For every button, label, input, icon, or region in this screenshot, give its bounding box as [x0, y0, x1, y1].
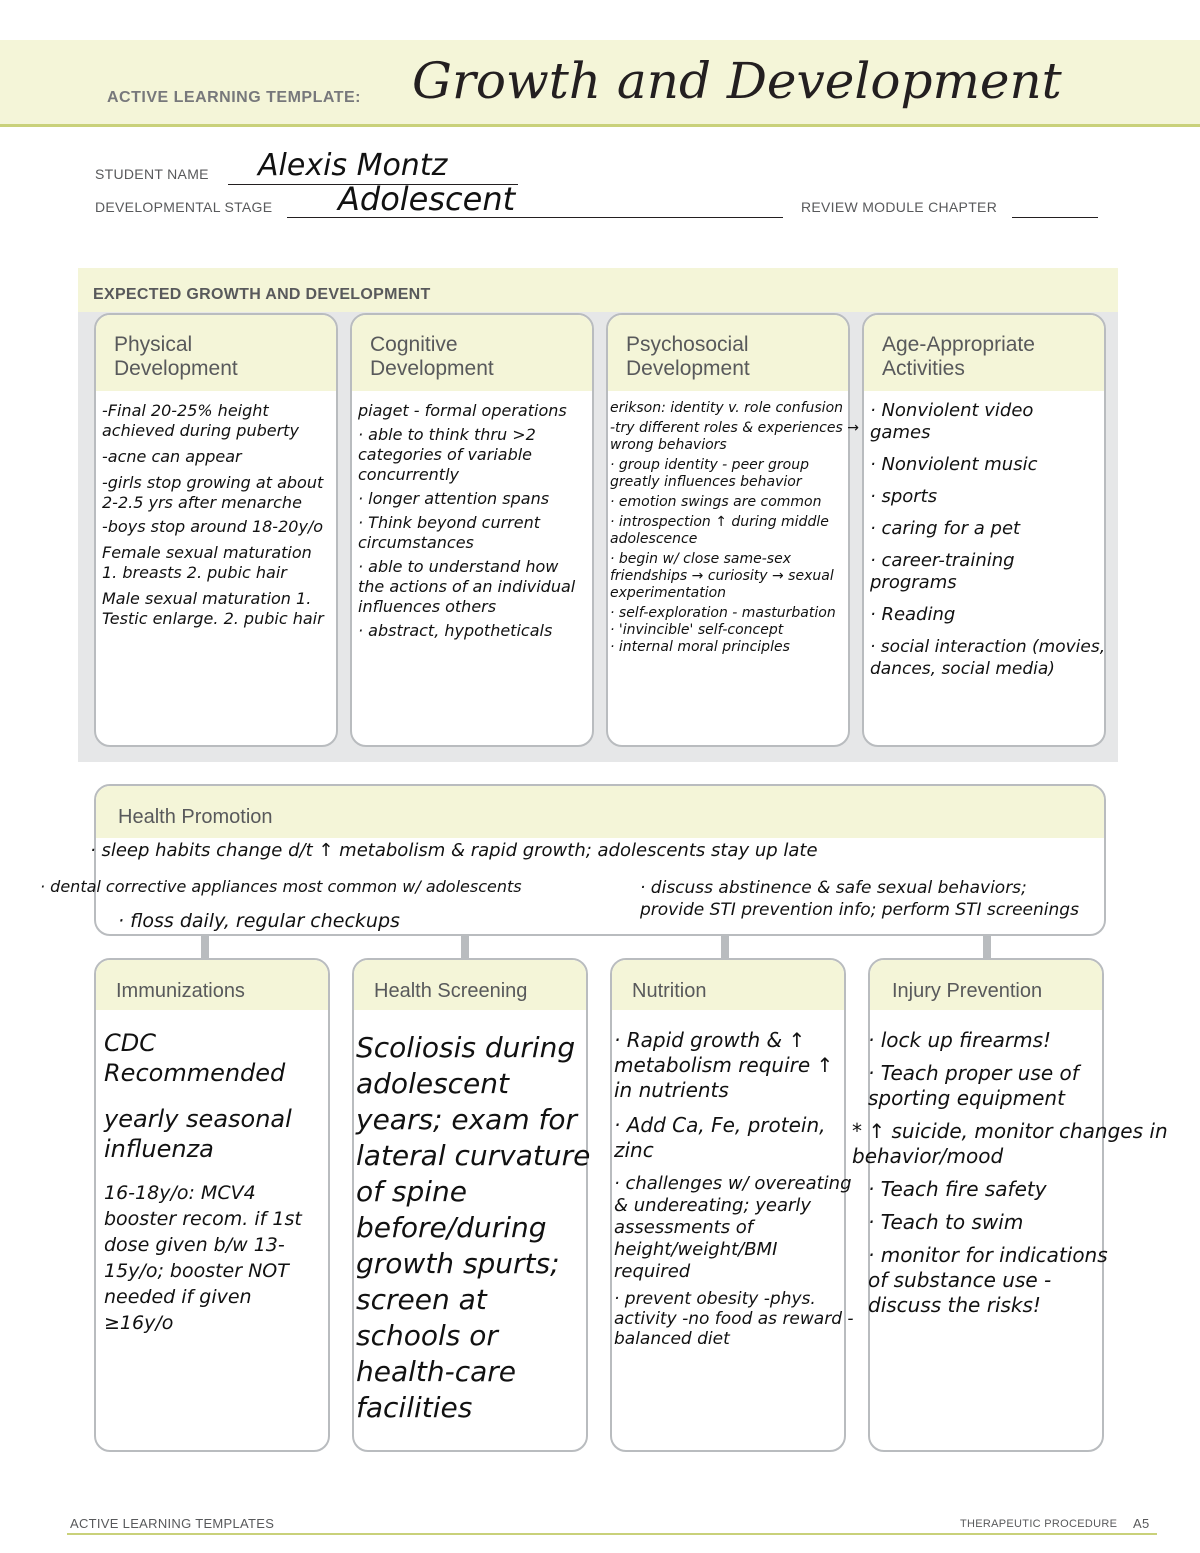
note-line: CDC Recommended	[104, 1029, 286, 1087]
cognitive-notes[interactable]	[352, 391, 592, 641]
physical-notes[interactable]	[96, 391, 336, 629]
card-title-line2: Development	[370, 357, 494, 380]
note-line: * ↑ suicide, monitor changes in behavior/mood	[852, 1119, 1168, 1168]
note-line: -acne can appear	[102, 447, 242, 466]
note-line: · longer attention spans	[358, 489, 550, 508]
page-title: Growth and Development	[412, 52, 1062, 110]
card-title-line1: Psychosocial	[626, 333, 749, 356]
student-name-value[interactable]: Alexis Montz	[258, 148, 448, 183]
developmental-stage-label: DEVELOPMENTAL STAGE	[95, 199, 273, 215]
immunizations-card	[94, 958, 330, 1452]
note-line: yearly seasonal influenza	[104, 1105, 292, 1163]
note-line: · Think beyond current circumstances	[358, 513, 541, 552]
card-header	[864, 315, 1104, 391]
injury-prevention-title: Injury Prevention	[892, 980, 1043, 1002]
developmental-stage-value[interactable]: Adolescent	[338, 180, 516, 218]
immunizations-title: Immunizations	[116, 980, 245, 1002]
note-line: · self-exploration - masturbation	[610, 605, 836, 621]
card-header	[352, 315, 592, 391]
note-line: · Teach to swim	[868, 1210, 1024, 1234]
psychosocial-notes[interactable]	[610, 400, 860, 656]
footer-left: ACTIVE LEARNING TEMPLATES	[70, 1516, 275, 1531]
note-line: · lock up firearms!	[868, 1028, 1052, 1052]
footer-right-label: THERAPEUTIC PROCEDURE	[960, 1518, 1118, 1530]
card-title-line2: Development	[114, 357, 238, 380]
cognitive-development-card	[350, 313, 594, 747]
note-line: · Rapid growth & ↑ metabolism require ↑ in nutrients	[614, 1028, 834, 1102]
header-rule	[0, 124, 1200, 127]
note-line: -try different roles & experiences → wrong behaviors	[610, 420, 859, 453]
nutrition-notes[interactable]	[614, 1028, 854, 1349]
card-header	[96, 960, 328, 1010]
card-header	[612, 960, 844, 1010]
review-module-label: REVIEW MODULE CHAPTER	[801, 199, 998, 215]
immunizations-notes[interactable]	[96, 1010, 328, 1336]
card-title-line1: Cognitive	[370, 333, 458, 356]
physical-development-card	[94, 313, 338, 747]
injury-prevention-notes[interactable]	[852, 1028, 1182, 1318]
note-line: -boys stop around 18-20y/o	[102, 517, 324, 536]
note-line: · Teach proper use of sporting equipment	[868, 1061, 1079, 1110]
note-line: · Teach fire safety	[868, 1177, 1047, 1201]
note-line: · career-training programs	[870, 550, 1015, 593]
card-header	[96, 315, 336, 391]
expected-growth-title: EXPECTED GROWTH AND DEVELOPMENT	[93, 286, 431, 303]
nutrition-title: Nutrition	[632, 980, 707, 1002]
note-line: -Final 20-25% height achieved during puberty	[102, 401, 299, 440]
card-header	[96, 786, 1104, 838]
card-title-line2: Activities	[882, 357, 965, 380]
note-line: 16-18y/o: MCV4 booster recom. if 1st dose given b/w 13-15y/o; booster NOT needed if given ≥16y/o	[104, 1182, 302, 1334]
activities-notes[interactable]	[870, 400, 1160, 680]
note-line: -girls stop growing at about 2-2.5 yrs after menarche	[102, 473, 324, 512]
note-line: · Nonviolent video games	[870, 400, 1034, 443]
card-header	[608, 315, 848, 391]
note-line: · internal moral principles	[610, 639, 790, 655]
note-line: · Add Ca, Fe, protein, zinc	[614, 1113, 826, 1162]
card-title-line1: Age-Appropriate	[882, 333, 1035, 356]
health-promotion-note[interactable]: · sleep habits change d/t ↑ metabolism & rapid growth; adolescents stay up late	[90, 840, 818, 861]
note-line: piaget - formal operations	[358, 401, 567, 420]
note-line: erikson: identity v. role confusion	[610, 400, 844, 416]
card-title-line2: Development	[626, 357, 750, 380]
template-label: ACTIVE LEARNING TEMPLATE:	[107, 89, 361, 106]
student-name-label: STUDENT NAME	[95, 166, 209, 182]
health-screening-title: Health Screening	[374, 980, 528, 1002]
note-line: · group identity - peer group greatly influences behavior	[610, 457, 809, 490]
footer-page-number: A5	[1133, 1516, 1150, 1531]
health-promotion-note[interactable]: · dental corrective appliances most common w/ adolescents	[40, 877, 522, 896]
note-line: · social interaction (movies, dances, social media)	[870, 637, 1106, 679]
card-title-line1: Physical	[114, 333, 193, 356]
review-module-line[interactable]	[1012, 216, 1098, 218]
note-line: · 'invincible' self-concept	[610, 622, 784, 638]
note-line: · begin w/ close same-sex friendships → curiosity → sexual experimentation	[610, 551, 834, 601]
note-line: · able to understand how the actions of an individual influences others	[358, 557, 576, 616]
note-line: · Nonviolent music	[870, 454, 1038, 475]
note-line: · monitor for indications of substance use - discuss the risks!	[868, 1243, 1108, 1317]
note-line: · emotion swings are common	[610, 494, 822, 510]
note-line: · introspection ↑ during middle adolescence	[610, 514, 829, 547]
note-line: · able to think thru >2 categories of variable concurrently	[358, 425, 536, 484]
note-line: Female sexual maturation 1. breasts 2. pubic hair	[102, 543, 312, 582]
note-line: · sports	[870, 486, 938, 507]
health-promotion-title: Health Promotion	[118, 806, 273, 828]
note-line: · prevent obesity -phys. activity -no food as reward -balanced diet	[614, 1289, 854, 1349]
health-promotion-note[interactable]: · floss daily, regular checkups	[118, 910, 400, 932]
note-line: Male sexual maturation 1. Testic enlarge. 2. pubic hair	[102, 589, 324, 628]
health-promotion-note[interactable]: · discuss abstinence & safe sexual behaviors; provide STI prevention info; perform STI screenings	[640, 878, 1079, 920]
note-line: · challenges w/ overeating & undereating; yearly assessments of height/weight/BMI required	[614, 1173, 852, 1282]
note-line: · abstract, hypotheticals	[358, 621, 553, 640]
footer-rule	[67, 1533, 1157, 1535]
note-line: · Reading	[870, 604, 956, 625]
note-line: · caring for a pet	[870, 518, 1021, 539]
card-header	[870, 960, 1102, 1010]
health-screening-notes[interactable]: Scoliosis during adolescent years; exam for lateral curvature of spine before/during growth spurts; screen at schools or health-care facilities	[356, 1031, 591, 1424]
card-header	[354, 960, 586, 1010]
